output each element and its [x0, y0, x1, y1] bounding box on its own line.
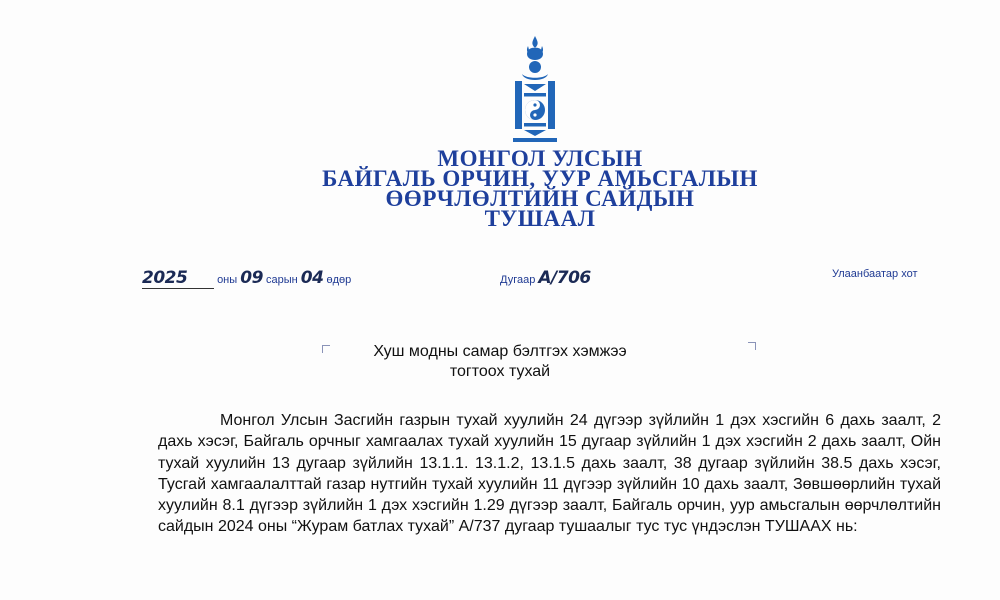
document-body — [158, 410, 941, 538]
date-year: 2025 — [142, 268, 188, 288]
title-corner-right — [748, 342, 756, 350]
soyombo-emblem-icon — [505, 34, 565, 144]
number-value: А/706 — [538, 268, 591, 288]
date-day: 04 — [300, 268, 324, 288]
title-line-1: Хуш модны самар бэлтгэх хэмжээ — [373, 343, 627, 360]
number-label: Дугаар — [500, 274, 536, 286]
document-title — [320, 342, 680, 382]
title-line-2: тогтоох тухай — [449, 363, 551, 380]
org-line-4: ТУШААЛ — [484, 206, 596, 231]
date-line — [142, 268, 351, 289]
day-suffix: өдөр — [326, 274, 352, 286]
date-month: 09 — [240, 268, 263, 288]
org-line-1: МОНГОЛ УЛСЫН — [437, 146, 643, 171]
order-number — [500, 268, 591, 288]
month-suffix: сарын — [265, 274, 298, 286]
year-suffix: оны — [217, 274, 238, 286]
body-paragraph: Монгол Улсын Засгийн газрын тухай хуулийн 24 дүгээр зүйлийн 1 дэх хэсгийн 6 дахь заалт, 2 дахь хэсэг, Байгаль орчныг хамгаалах тухай хуулийн 15 дугаар зүйлийн 1 дэх хэсгийн 2 дахь заалт, Ойн тухай хуулийн 13 дугаар зүйлийн 13.1.1. 13.1.2, 13.1.5 дахь заалт, 38 дугаар зүйлийн 38.5 дахь хэсэг, Тусгай хамгаалалттай газар нутгийн тухай хуулийн 11 дүгээр зүйлийн 10 дахь заалт, Зөвшөөрлийн тухай хуулийн 8.1 дүгээр зүйлийн 1 дэх хэсгийн 1.29 дүгээр заалт, Байгаль орчин, уур амьсгалын өөрчлөлтийн сайдын 2024 оны “Журам батлах тухай” А/737 дугаар тушаалыг тус тус үндэслэн ТУШААХ нь: — [158, 412, 941, 536]
city-label: Улаанбаатар хот — [832, 268, 918, 280]
org-line-3: ӨӨРЧЛӨЛТИЙН САЙДЫН — [385, 186, 695, 211]
org-line-2: БАЙГАЛЬ ОРЧИН, УУР АМЬСГАЛЫН — [322, 166, 758, 191]
issuing-authority — [300, 146, 780, 231]
